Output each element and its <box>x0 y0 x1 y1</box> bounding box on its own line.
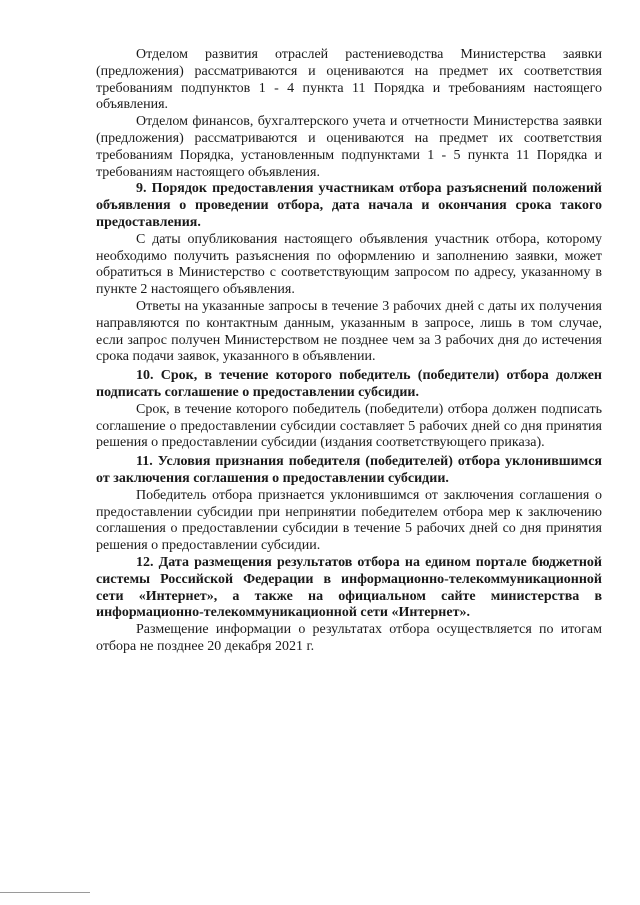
paragraph-razyasneniya: С даты опубликования настоящего объявления участник отбора, которому необходимо получить разъяснения по оформлению и заполнению заявки, может обратиться в Министерство с соответствующим запросом по адресу, указанному в пункте 2 настоящего объявления. <box>96 231 602 298</box>
bottom-divider <box>0 892 90 893</box>
section-heading-12: 12. Дата размещения результатов отбора на едином портале бюджетной системы Российской Федерации в информационно-телекоммуникационной сети «Интернет», а также на официальном сайте министерства в информационно-телекоммуникационной сети «Интернет». <box>96 554 602 621</box>
paragraph-otdel-finansov: Отделом финансов, бухгалтерского учета и отчетности Министерства заявки (предложения) рассматриваются и оцениваются на предмет их соответствия требованиям Порядка, установленным подпунктами 1 - 5 пункта 11 Порядка и требованиям настоящего объявления. <box>96 114 602 180</box>
paragraph-otdel-rastenievodstva: Отделом развития отраслей растениеводства Министерства заявки (предложения) рассматриваются и оцениваются на предмет их соответствия требованиям подпунктов 1 - 4 пункта 11 Порядка и требованиям настоящего объявления. <box>96 47 602 113</box>
paragraph-pobeditel: Победитель отбора признается уклонившимся от заключения соглашения о предоставлении субсидии при непринятии победителем отбора мер к заключению соглашения о предоставлении субсидии в течение 5 рабочих дней со дня принятия решения о предоставлении субсидии. <box>96 487 602 554</box>
document-body <box>96 47 602 656</box>
section-heading-9: 9. Порядок предоставления участникам отбора разъяснений положений объявления о проведении отбора, дата начала и окончания срока такого предоставления. <box>96 181 602 230</box>
section-heading-10: 10. Срок, в течение которого победитель (победители) отбора должен подписать соглашение о предоставлении субсидии. <box>96 368 602 400</box>
section-heading-11: 11. Условия признания победителя (победителей) отбора уклонившимся от заключения соглашения о предоставлении субсидии. <box>96 454 602 486</box>
paragraph-otvety: Ответы на указанные запросы в течение 3 рабочих дней с даты их получения направляются по контактным данным, указанным в запросе, лишь в том случае, если запрос получен Министерством не позднее чем за 3 рабочих дня до истечения срока подачи заявок, указанного в объявлении. <box>96 298 602 365</box>
paragraph-srok: Срок, в течение которого победитель (победители) отбора должен подписать соглашение о предоставлении субсидии составляет 5 рабочих дней со дня принятия решения о предоставлении субсидии (издания соответствующего приказа). <box>96 401 602 451</box>
paragraph-razmeshchenie: Размещение информации о результатах отбора осуществляется по итогам отбора не позднее 20 декабря 2021 г. <box>96 622 602 654</box>
